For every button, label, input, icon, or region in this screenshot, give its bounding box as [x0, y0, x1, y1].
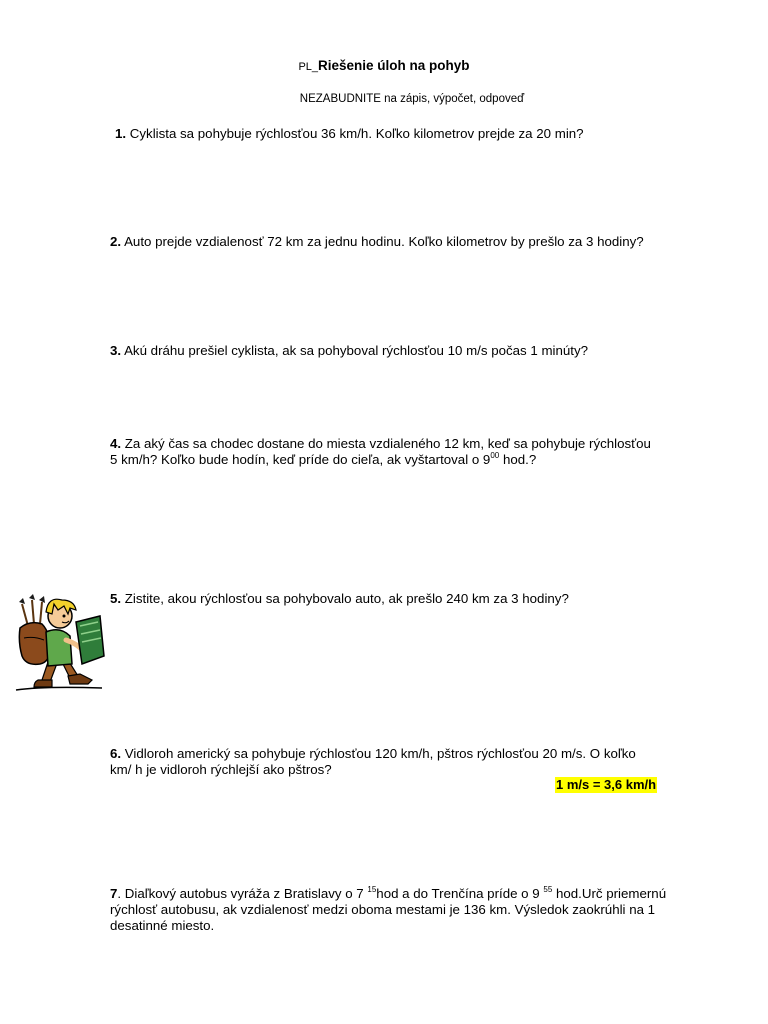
task-6	[110, 746, 710, 778]
hiker-with-map-icon	[14, 592, 106, 694]
task-text: Za aký čas sa chodec dostane do miesta vzdialeného 12 km, keď sa pohybuje rýchlosťou	[124, 436, 651, 451]
task-line: desatinné miesto.	[110, 918, 215, 933]
task-number: 6.	[110, 746, 122, 761]
page-title	[0, 58, 768, 73]
task-line: rýchlosť autobusu, ak vzdialenosť medzi oboma mestami je 136 km. Výsledok zaokrúhli na 1	[110, 902, 656, 917]
task-text: hod a do Trenčína príde o 9	[376, 886, 544, 901]
task-1	[115, 126, 715, 142]
task-text: hod.Urč priemernú	[552, 886, 667, 901]
task-text: hod.?	[499, 452, 537, 467]
task-line: km/ h je vidloroh rýchlejší ako pštros?	[110, 762, 332, 777]
title-prefix: PL_	[298, 61, 319, 73]
task-4	[110, 436, 710, 468]
task-number: 4.	[110, 436, 122, 451]
time-superscript: 15	[367, 885, 377, 894]
task-number: 7	[110, 886, 118, 901]
task-text: 5 km/h? Koľko bude hodín, keď príde do cieľa, ak vyštartoval o 9	[110, 452, 491, 467]
title-text: Riešenie úloh na pohyb	[318, 58, 470, 73]
task-text: Zistite, akou rýchlosťou sa pohybovalo auto, ak prešlo 240 km za 3 hodiny?	[124, 591, 569, 606]
time-superscript: 55	[543, 885, 553, 894]
task-number: 3.	[110, 343, 122, 358]
task-2	[110, 234, 710, 250]
task-3	[110, 343, 710, 359]
task-line	[110, 886, 710, 902]
task-text: Vidloroh americký sa pohybuje rýchlosťou 120 km/h, pštros rýchlosťou 20 m/s. O koľko	[124, 746, 636, 761]
task-text: Akú dráhu prešiel cyklista, ak sa pohyboval rýchlosťou 10 m/s počas 1 minúty?	[124, 343, 589, 358]
task-5	[110, 591, 710, 607]
task-text: Cyklista sa pohybuje rýchlosťou 36 km/h. Koľko kilometrov prejde za 20 min?	[129, 126, 584, 141]
conversion-hint: 1 m/s = 3,6 km/h	[556, 777, 657, 792]
task-number: 2.	[110, 234, 122, 249]
task-line	[110, 436, 710, 452]
task-text: . Diaľkový autobus vyráža z Bratislavy o 7	[117, 886, 368, 901]
task-7	[110, 886, 710, 934]
time-superscript: 00	[490, 451, 500, 460]
reminder-line: NEZABUDNITE na zápis, výpočet, odpoveď	[299, 93, 525, 105]
task-line	[110, 452, 710, 468]
task-number: 5.	[110, 591, 122, 606]
task-line	[110, 746, 710, 762]
task-text: Auto prejde vzdialenosť 72 km za jednu hodinu. Koľko kilometrov by prešlo za 3 hodiny?	[124, 234, 644, 249]
task-number: 1.	[115, 126, 127, 141]
